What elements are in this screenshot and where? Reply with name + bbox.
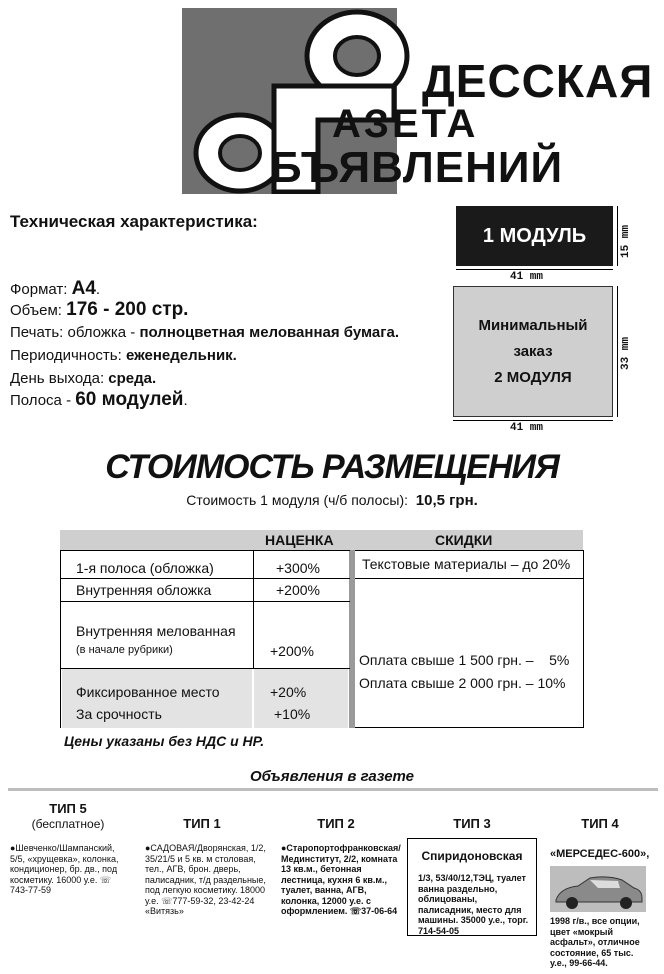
min-order-width: 41 mm [510, 422, 544, 434]
table-rule [583, 550, 584, 728]
table-rule [60, 550, 350, 551]
table-rule [355, 727, 583, 728]
spec-period-value: еженедельник. [125, 347, 237, 364]
tech-title: Техническая характеристика: [10, 212, 258, 231]
row-markup: +200% [276, 582, 320, 598]
dimension-line [453, 420, 613, 421]
type3-name: Спиридоновская [421, 849, 523, 863]
spec-period [10, 345, 237, 367]
spec-print [10, 322, 399, 344]
table-rule [60, 550, 61, 728]
min-order-line-2: заказ [513, 342, 553, 360]
one-module-box: 1 МОДУЛЬ [456, 206, 613, 266]
spec-format-value: А4 [71, 278, 96, 299]
dimension-line [617, 206, 618, 266]
table-rule [253, 550, 254, 668]
cost-title: СТОИМОСТЬ РАЗМЕЩЕНИЯ [105, 448, 559, 486]
row-name: Внутренняя обложка [76, 582, 212, 598]
type1-ad: ●САДОВАЯ/Дворянская, 1/2, 35/21/5 и 5 кв. м столовая, тел., АГВ, брон. дверь, палисадник, т/д раздельные, под легкую косметику. 18000 у.е. ☏777-59-32, 23-42-24 «Витязь» [145, 843, 266, 916]
spec-print-value: полноцветная мелованная бумага. [139, 324, 399, 341]
spec-strip-value: 60 модулей [75, 389, 184, 410]
table-rule [60, 601, 350, 602]
type4-title: «МЕРСЕДЕС-600», [550, 848, 650, 860]
type1-heading: ТИП 1 [183, 816, 221, 831]
type3-heading: ТИП 3 [453, 816, 491, 831]
row-markup: +20% [270, 684, 307, 700]
type5-sub: (бесплатное) [31, 817, 105, 831]
spec-strip: Полоса - 60 модулей. [10, 389, 188, 410]
row-markup: +200% [270, 643, 314, 659]
spec-strip-label: Полоса - [10, 392, 76, 409]
spec-period-label: Периодичность: [10, 347, 126, 364]
type2-heading: ТИП 2 [317, 816, 355, 831]
logo-line-2: АЗЕТА [332, 102, 479, 146]
spec-format-label: Формат: [10, 281, 68, 298]
type3-ad: 1/3, 53/40/12,ТЭЦ, туалет ванна раздельно, облицованы, палисадник, место для машины. 35000 у.е., торг. 714-54-05 [418, 873, 529, 936]
price-note: Цены указаны без НДС и НР. [64, 733, 265, 749]
table-rule [355, 578, 583, 579]
ads-title: Объявления в газете [249, 768, 415, 785]
logo-line-1: ДЕССКАЯ [422, 55, 654, 107]
table-rule [60, 668, 350, 669]
row-markup: +10% [274, 706, 311, 722]
discount-text: Текстовые материалы – до 20% [362, 556, 571, 572]
newspaper-logo [182, 8, 658, 194]
cost-subtitle [0, 492, 664, 509]
header-discount: СКИДКИ [435, 532, 493, 548]
spec-print-label: Печать: обложка - [10, 324, 140, 341]
min-order-line-3: 2 МОДУЛЯ [494, 368, 572, 386]
min-order-height: 33 mm [620, 336, 632, 370]
cost-sub-label: Стоимость 1 модуля (ч/б полосы): [186, 492, 409, 508]
table-rule [355, 550, 583, 551]
discount-2: Оплата свыше 2 000 грн. – 10% [359, 675, 566, 691]
one-module-width: 41 mm [510, 271, 544, 283]
spec-day-value: среда. [108, 370, 157, 387]
dimension-line [456, 269, 613, 270]
row-name: Внутренняя мелованная [76, 623, 236, 639]
row-markup: +300% [276, 560, 320, 576]
row-subname: (в начале рубрики) [76, 644, 173, 656]
discount-1: Оплата свыше 1 500 грн. – 5% [359, 652, 570, 668]
spec-volume-value: 176 - 200 стр. [66, 299, 189, 320]
spec-day [10, 368, 156, 390]
type4-ad: 1998 г/в., все опции, цвет «мокрый асфальт», отличное состояние, 65 тыс. у.е., 99-66-44. [550, 916, 640, 968]
dimension-line [617, 286, 618, 417]
table-divider [349, 550, 355, 728]
one-module-height: 15 mm [620, 224, 632, 258]
type5-heading: ТИП 5 [49, 801, 87, 816]
type5-ad: ●Шевченко/Шампанский, 5/5, «хрущевка», колонка, кондиционер, бр. дв., под косметику. 16000 у.е. ☏ 743-77-59 [10, 843, 119, 895]
spec-format: Формат: А4. [10, 278, 101, 299]
row-name: За срочность [76, 706, 162, 722]
min-order-box [453, 286, 613, 417]
spec-volume-label: Объем: [10, 302, 62, 319]
row-name: Фиксированное место [76, 684, 220, 700]
spec-day-label: День выхода: [10, 370, 109, 387]
cost-sub-value: 10,5 грн. [415, 492, 478, 509]
ads-rule [8, 788, 658, 791]
type3-ad-frame [407, 838, 537, 936]
car-photo [550, 866, 646, 912]
type4-heading: ТИП 4 [581, 816, 619, 831]
type2-ad: ●Старопортофранковская/ Мединститут, 2/2, комната 13 кв.м., бетонная лестница, кухня 6 кв.м., туалет, ванна, АГВ, колонка, 12000 у.е. с оформлением. ☏37-06-64 [281, 843, 401, 916]
header-markup: НАЦЕНКА [265, 532, 334, 548]
table-rule [60, 578, 350, 579]
logo-line-3: БЪЯВЛЕНИЙ [270, 143, 564, 192]
spec-volume [10, 299, 188, 322]
min-order-line-1: Минимальный [478, 316, 588, 334]
row-name: 1-я полоса (обложка) [76, 560, 214, 576]
